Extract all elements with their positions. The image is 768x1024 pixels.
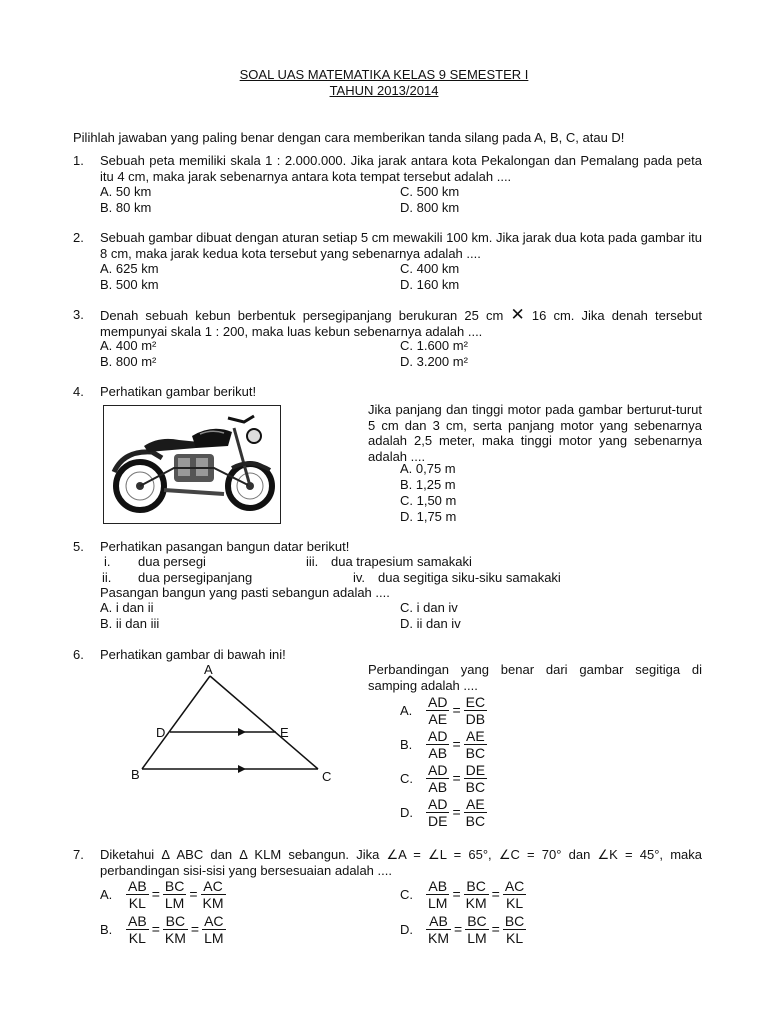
vertex-label-c: C (322, 769, 332, 784)
equals-sign: = (454, 920, 463, 937)
question-text: Perhatikan gambar di bawah ini! (100, 647, 286, 662)
times-symbol: ✕ (510, 305, 525, 324)
option-b[interactable]: B. ii dan iii (100, 616, 160, 631)
option-d[interactable] (400, 913, 526, 946)
denominator: DB (465, 711, 486, 727)
numerator: BC (504, 913, 525, 929)
vertex-label-d: D (156, 725, 166, 740)
numerator: AD (428, 762, 448, 778)
denominator: KM (164, 930, 186, 946)
option-a[interactable]: A. i dan ii (100, 600, 154, 615)
equals-sign: = (151, 920, 160, 937)
denominator: KL (128, 895, 146, 911)
denominator: AB (428, 779, 448, 795)
question-text: Pasangan bangun yang pasti sebangun adalah .... (100, 585, 390, 600)
option-label: D. (400, 921, 413, 937)
motorcycle-image (103, 405, 281, 524)
option-c[interactable] (400, 878, 526, 911)
option-a[interactable]: A. 625 km (100, 261, 159, 276)
option-c[interactable]: C. 1,50 m (400, 493, 457, 508)
option-c[interactable] (400, 762, 487, 795)
question-text: Diketahui Δ ABC dan Δ KLM sebangun. Jika ∠A = ∠L = 65°, ∠C = 70° dan ∠K = 45°, maka perbandingan sisi-sisi yang bersesuaian adalah .... (100, 847, 702, 878)
denominator: KM (428, 930, 449, 946)
numerator: BC (164, 878, 185, 894)
option-a[interactable]: A. 400 m² (100, 338, 157, 353)
denominator: LM (164, 895, 185, 911)
question-number: 1. (73, 153, 84, 168)
list-item-number: ii. (102, 570, 112, 585)
option-a[interactable]: A. 50 km (100, 184, 152, 199)
equals-sign: = (452, 701, 461, 718)
question-text: Perhatikan gambar berikut! (100, 384, 257, 399)
equals-sign: = (190, 920, 200, 937)
page-subtitle: TAHUN 2013/2014 (329, 83, 439, 98)
page-title: SOAL UAS MATEMATIKA KELAS 9 SEMESTER I (239, 67, 529, 82)
denominator: KM (465, 895, 487, 911)
denominator: AB (428, 745, 448, 761)
denominator: LM (428, 895, 448, 911)
numerator: EC (465, 694, 486, 710)
option-a[interactable] (400, 694, 487, 727)
question-text: Perhatikan pasangan bangun datar berikut! (100, 539, 350, 554)
equals-sign: = (452, 885, 461, 902)
option-d[interactable]: D. 1,75 m (400, 509, 457, 524)
question-side-text: Perbandingan yang benar dari gambar segitiga di samping adalah .... (368, 662, 702, 693)
option-b[interactable]: B. 800 m² (100, 354, 157, 369)
numerator: AB (426, 913, 451, 930)
question-side-text: Jika panjang dan tinggi motor pada gambar berturut-turut 5 cm dan 3 cm, serta panjang motor yang sebenarnya adalah 2,5 meter, maka tinggi motor yang sebenarnya adalah .... (368, 402, 702, 464)
list-item-number: iv. (353, 570, 366, 585)
numerator: AB (426, 878, 449, 895)
option-c[interactable]: C. 400 km (400, 261, 460, 276)
denominator: LM (204, 930, 224, 946)
denominator: KM (202, 895, 224, 911)
option-label: C. (400, 770, 413, 786)
option-label: A. (100, 886, 113, 902)
option-d[interactable]: D. 160 km (400, 277, 460, 292)
option-a[interactable]: A. 0,75 m (400, 461, 456, 476)
question-number: 3. (73, 307, 84, 322)
vertex-label-e: E (280, 725, 289, 740)
denominator: AE (428, 711, 448, 727)
question-number: 5. (73, 539, 84, 554)
equals-sign: = (452, 769, 461, 786)
list-item: dua segitiga siku-siku samakaki (378, 570, 561, 585)
list-item: dua persegi (138, 554, 206, 569)
question-number: 2. (73, 230, 84, 245)
option-b[interactable] (400, 728, 487, 761)
option-b[interactable]: B. 500 km (100, 277, 159, 292)
question-number: 6. (73, 647, 84, 662)
numerator: AD (428, 728, 448, 744)
numerator: AD (428, 694, 448, 710)
list-item: dua persegipanjang (138, 570, 253, 585)
option-label: A. (400, 702, 413, 718)
equals-sign: = (151, 885, 160, 902)
option-label: D. (400, 804, 413, 820)
numerator: DE (465, 762, 486, 778)
denominator: BC (465, 813, 486, 829)
option-d[interactable]: D. 800 km (400, 200, 460, 215)
numerator: AC (504, 878, 525, 894)
option-label: B. (100, 921, 113, 937)
question-text-start: Denah sebuah kebun berbentuk persegipanjang berukuran 25 cm (100, 308, 504, 323)
equals-sign: = (452, 803, 461, 820)
list-item: dua trapesium samakaki (331, 554, 472, 569)
triangle-diagram (128, 662, 338, 788)
numerator: AC (201, 878, 226, 895)
numerator: AC (204, 913, 224, 929)
denominator: KL (505, 895, 524, 911)
option-c[interactable]: C. 500 km (400, 184, 460, 199)
option-label: C. (400, 886, 413, 902)
option-c[interactable]: C. i dan iv (400, 600, 458, 615)
motorcycle-icon (104, 406, 280, 523)
numerator: AE (464, 796, 487, 813)
option-d[interactable]: D. 3.200 m² (400, 354, 468, 369)
numerator: AB (128, 913, 147, 929)
denominator: DE (428, 813, 448, 829)
option-label: B. (400, 736, 413, 752)
equals-sign: = (452, 735, 461, 752)
denominator: KL (128, 930, 146, 946)
equals-sign: = (189, 885, 198, 902)
question-text: Sebuah gambar dibuat dengan aturan setiap 5 cm mewakili 100 km. Jika jarak dua kota pada gambar itu 8 cm, maka jarak kedua kota tersebut yang sebenarnya adalah .... (100, 230, 702, 261)
numerator: BC (467, 913, 487, 929)
option-b[interactable] (100, 913, 226, 946)
instruction: Pilihlah jawaban yang paling benar dengan cara memberikan tanda silang pada A, B, C, atau D! (73, 130, 625, 145)
option-d[interactable]: D. ii dan iv (400, 616, 461, 631)
equals-sign: = (491, 920, 500, 937)
question-text-end: 16 cm. Jika denah tersebut mempunyai skala 1 : 200, maka luas kebun sebenarnya adalah .... (100, 308, 703, 339)
denominator: LM (467, 930, 487, 946)
equals-sign: = (491, 885, 500, 902)
list-item-number: iii. (306, 554, 319, 569)
option-b[interactable]: B. 80 km (100, 200, 152, 215)
numerator: BC (163, 913, 188, 930)
numerator: AD (428, 796, 448, 812)
option-b[interactable]: B. 1,25 m (400, 477, 456, 492)
denominator: BC (465, 745, 486, 761)
list-item-number: i. (104, 554, 111, 569)
option-a[interactable] (100, 878, 226, 911)
vertex-label-a: A (204, 662, 213, 677)
question-text (100, 307, 702, 339)
option-d[interactable] (400, 796, 487, 829)
option-c[interactable]: C. 1.600 m² (400, 338, 468, 353)
denominator: BC (465, 779, 486, 795)
numerator: AE (464, 728, 487, 745)
vertex-label-b: B (131, 767, 140, 782)
denominator: KL (505, 930, 524, 946)
question-text: Sebuah peta memiliki skala 1 : 2.000.000. Jika jarak antara kota Pekalongan dan Pemalang pada peta itu 4 cm, maka jarak sebenarnya antara kota tempat tersebut adalah .... (100, 153, 702, 184)
numerator: AB (128, 878, 147, 894)
numerator: BC (464, 878, 489, 895)
question-number: 4. (73, 384, 84, 399)
question-number: 7. (73, 847, 84, 862)
